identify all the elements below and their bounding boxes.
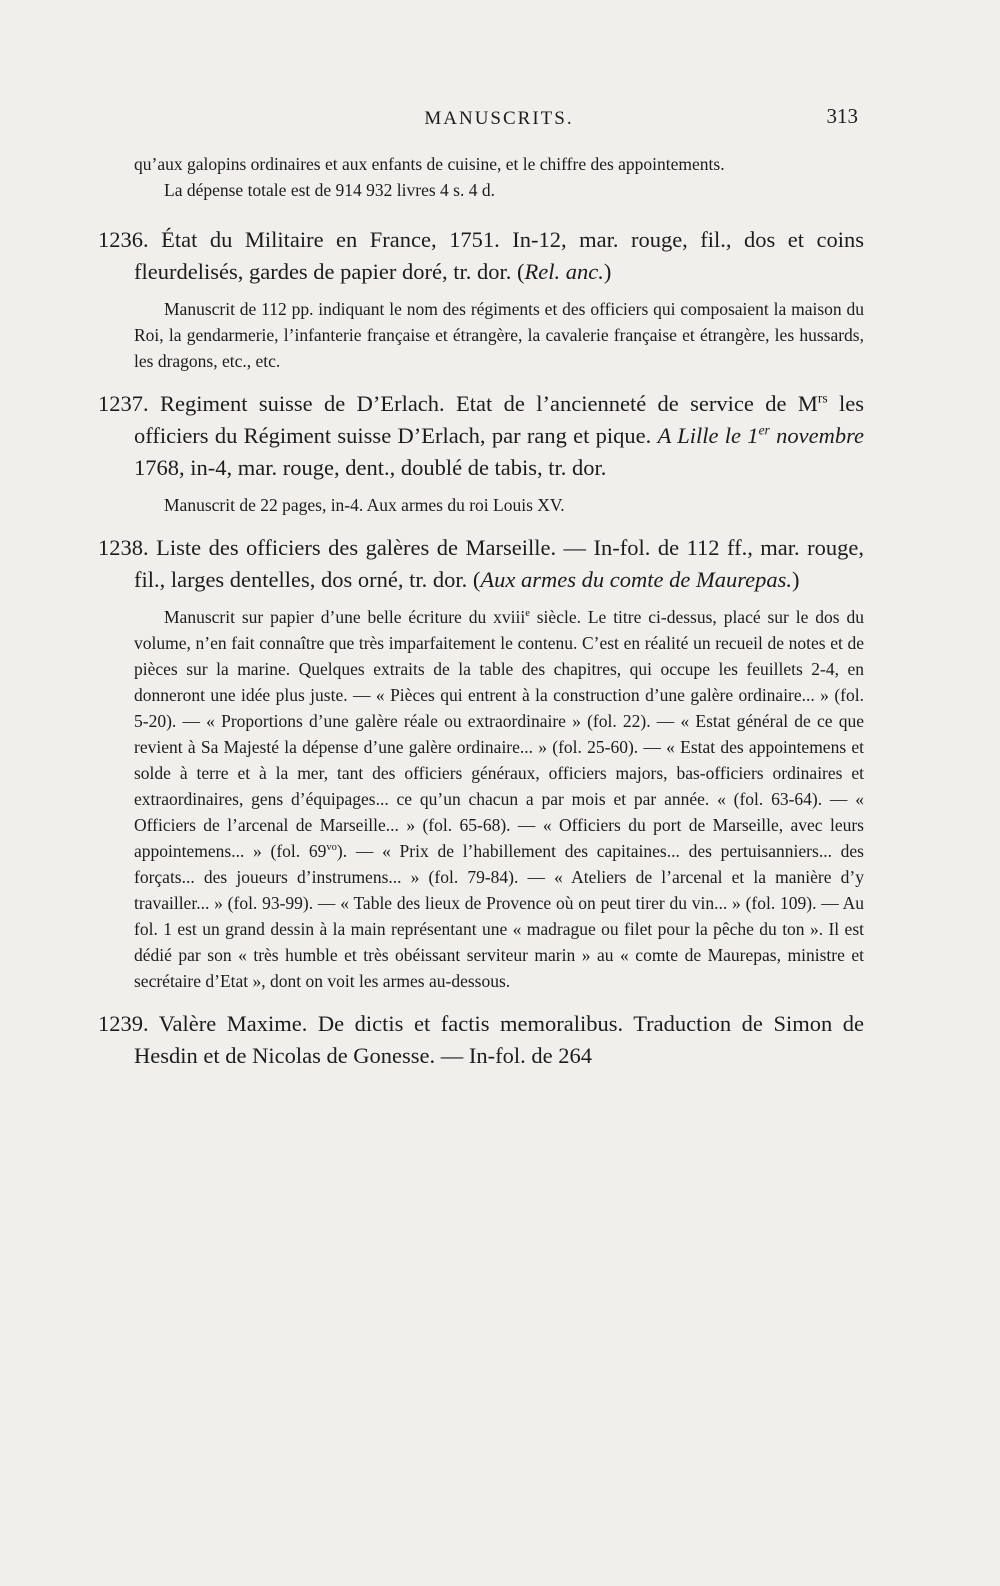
entry-title-end: ) [792,567,800,593]
page-header [134,104,864,134]
entry-title-end: 1768, in-4, mar. rouge, dent., doublé de tabis, tr. dor. [134,455,607,481]
entry-number: 1238. [98,535,149,561]
entry-title-text: Valère Maxime. De dictis et factis memoralibus. Traduction de Simon de Hesdin et de Nicolas de Gonesse. — In-fol. de 264 [134,1011,864,1069]
intro-continuation: qu’aux galopins ordinaires et aux enfants de cuisine, et le chiffre des appointements. [134,154,725,174]
entry-1237-note: Manuscrit de 22 pages, in-4. Aux armes du roi Louis XV. [164,495,565,516]
intro-total: La dépense totale est de 914 932 livres 4 s. 4 d. [164,179,495,200]
entry-title-end: ) [603,259,612,285]
page-body [98,152,864,1072]
entry-title-italic: A Lille le 1er novembre [657,422,864,449]
entry-1239-title [98,1008,864,1072]
entry-number: 1236. [98,227,149,253]
entry-title-sup: rs [817,390,828,406]
entry-title-text: État du Militaire en France, 1751. In-12, mar. rouge, fil., dos et coins fleurdelisés, gardes de papier doré, tr. dor. ( [134,227,864,285]
entry-title-italic: Rel. anc. [524,259,604,285]
entry-title-text-b: les officiers du Régiment suisse D’Erlach, par rang et pique. [134,391,864,449]
entry-1238-note: Manuscrit sur papier d’une belle écriture du xviii$^e$ siècle. Le titre ci-dessus, placé sur le dos du volume, n’en fait connaître que très imparfaitement le contenu. C’est en réalité un recueil de notes et de pièces sur la marine. Quelques extraits de la table des chapitres, qui occupe les feuillets 2-4, en donneront une idée plus juste. — « Pièces qui entrent à la construction d’une galère ordinaire... » (fol. 5-20). — « Proportions d’une galère réale ou extraordinaire » (fol. 22). — « Estat général de ce que revient à Sa Majesté la dépense d’une galère ordinaire... » (fol. 25-60). — « Estat des appointemens et solde à terre et à la mer, tant des officiers généraux, officiers majors, bas-officiers ordinaires et extraordinaires, gens d’équipages... ce qu’un chacun a par mois et par année. « (fol. 63-64). — « Officiers de l’arcenal de Marseille... » (fol. 65-68). — « Officiers du port de Marseille, avec leurs appointemens... » (fol. $69^{vo}$). — « Prix de l’habillement des capitaines... des pertuisanniers... des forçats... des joueurs d’instrumens... » (fol. 79-84). — « Ateliers de l’arcenal et la manière d’y travailler... » (fol. 93-99). — « Table des lieux de Provence où on peut tirer du vin... » (fol. 109). — Au fol. 1 est un grand dessin à la main représentant une « madrague ou filet pour la pêche du ton ». Il est dédié par son « très humble et très obéissant serviteur marin » au « comte de Maurepas, ministre et secrétaire d’Etat », dont on voit les armes au-dessous. [134,607,864,992]
entry-number: 1237. [98,391,149,417]
entry-title-text: Liste des officiers des galères de Marseille. — In-fol. de 112 ff., mar. rouge, fil., larges dentelles, dos orné, tr. dor. ( [134,535,864,593]
entry-number: 1239. [98,1011,149,1037]
entry-1236-note: Manuscrit de 112 pp. indiquant le nom des régiments et des officiers qui composaient la maison du Roi, la gendarmerie, l’infanterie française et étrangère, la cavalerie française et étrangère, les hussards, les dragons, etc., etc. [134,299,864,372]
page-number: 313 [826,104,858,128]
entry-title-text: Regiment suisse de D’Erlach. Etat de l’ancienneté de service de M [160,391,818,417]
entry-title-italic: Aux armes du comte de Maurepas. [480,567,792,593]
entry-1238-title [98,532,864,596]
entry-1236-title [98,224,864,288]
entry-1237-title [98,388,864,484]
running-head: MANUSCRITS. [424,108,574,129]
